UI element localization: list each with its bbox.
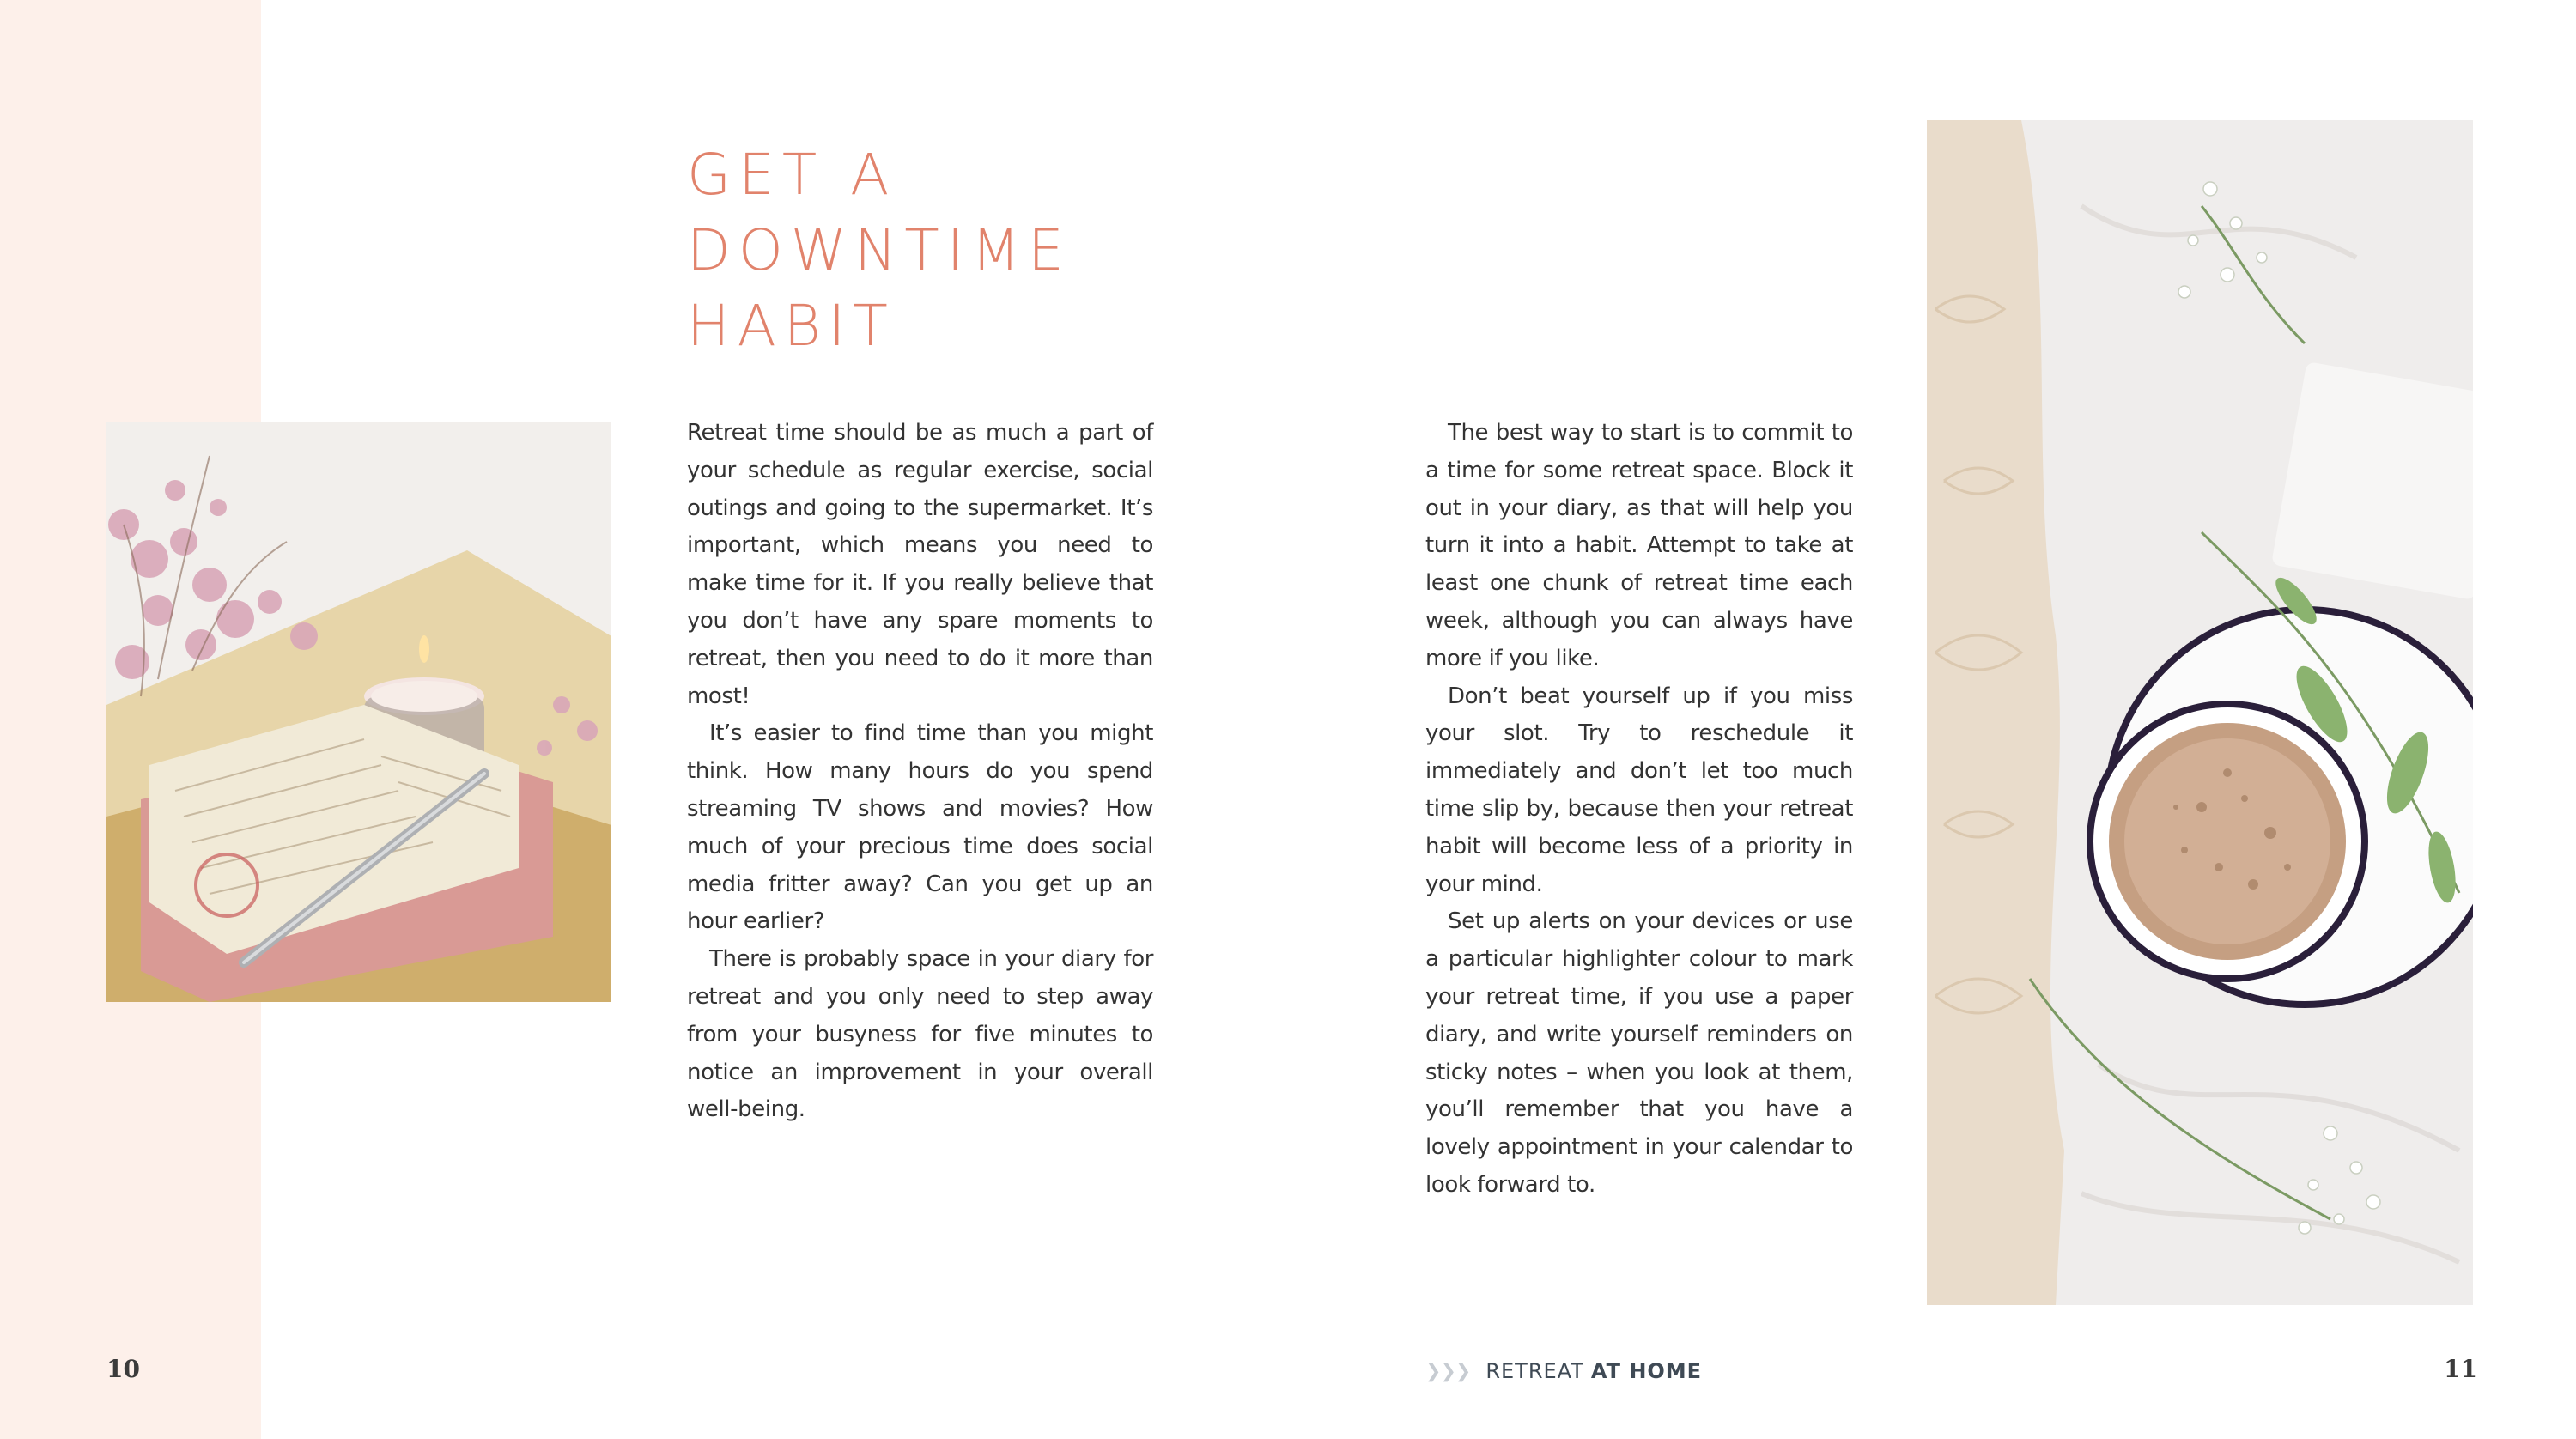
planner-candle-photo [106, 422, 611, 1002]
title-line-1: GET A [687, 142, 897, 208]
paragraph: There is probably space in your diary for retreat and you only need to step away from your busyness for five minutes to notice an improvement in your overall well-being. [687, 946, 1153, 1123]
chevron-right-icon: ❯ ❯ ❯ [1425, 1360, 1473, 1382]
page-title [687, 137, 1168, 364]
title-line-3: HABIT [687, 293, 896, 359]
page-number-right: 11 [2444, 1355, 2477, 1383]
title-line-2: DOWNTIME [687, 217, 1072, 283]
body-column-right [1425, 415, 1853, 1205]
paragraph: Don’t beat yourself up if you miss your slot. Try to reschedule it immediately and don’t let too much time slip by, because then your retreat habit will become less of a priority in your mind. [1425, 683, 1853, 897]
running-head [1425, 1358, 1702, 1384]
paragraph: The best way to start is to commit to a time for some retreat space. Block it out in your diary, as that will help you turn it into a habit. Attempt to take at least one chunk of retreat time each week, although you can always have more if you like. [1425, 420, 1853, 671]
paragraph: Retreat time should be as much a part of your schedule as regular exercise, social outings and going to the supermarket. It’s important, which means you need to make time for it. If you really believe that you don’t have any spare moments to retreat, then you need to do it more than most! [687, 420, 1153, 709]
page-number-left: 10 [106, 1355, 140, 1383]
body-column-left [687, 415, 1153, 1129]
paragraph: It’s easier to find time than you might think. How many hours do you spend streaming TV shows and movies? How much of your precious time does social media fritter away? Can you get up an hour earlier? [687, 720, 1153, 935]
running-head-light: RETREAT [1485, 1359, 1584, 1383]
running-head-bold: AT HOME [1590, 1359, 1703, 1383]
paragraph: Set up alerts on your devices or use a particular highlighter colour to mark your retreat time, if you use a paper diary, and write yourself reminders on sticky notes – when you look at them, you’ll remember that you have a lovely appointment in your calendar to look forward to. [1425, 908, 1853, 1198]
coffee-cup-photo [1927, 120, 2473, 1305]
